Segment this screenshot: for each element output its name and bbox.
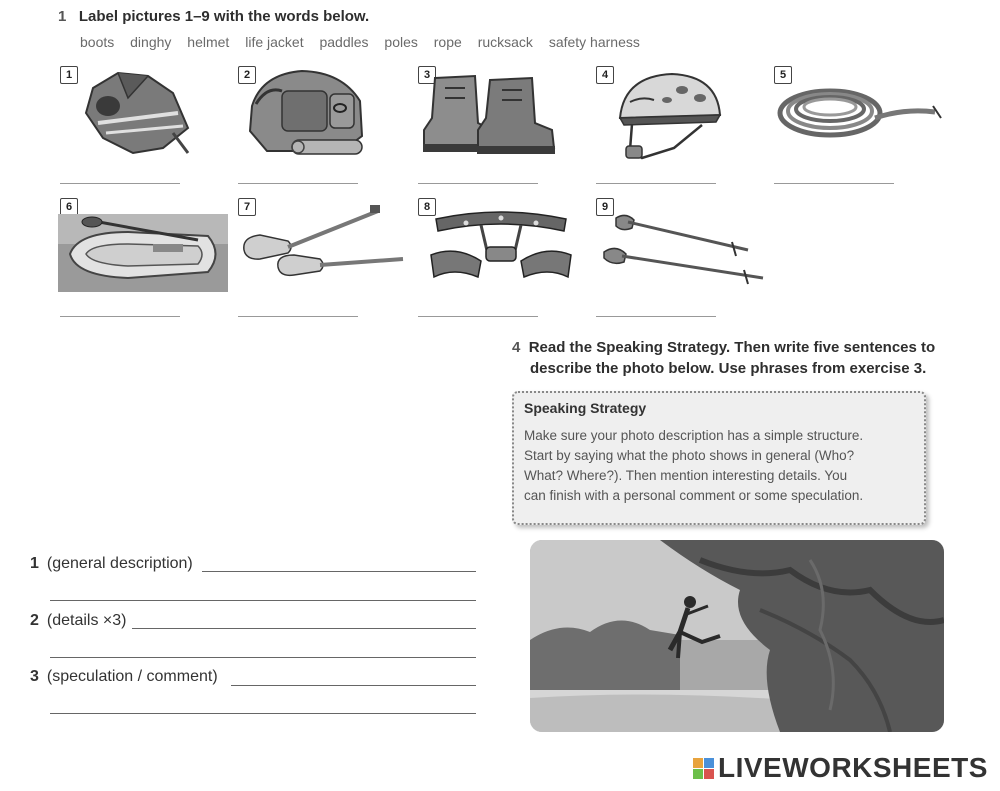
answer-line-9[interactable] xyxy=(596,316,716,317)
speaking-strategy-text xyxy=(524,426,924,506)
prompt-number: 2 xyxy=(30,612,39,629)
answer-line-4[interactable] xyxy=(596,183,716,184)
word-bank-item: life jacket xyxy=(245,34,304,50)
exercise-1-heading xyxy=(58,8,369,25)
paddles-icon xyxy=(238,205,408,280)
boots-icon xyxy=(420,68,560,158)
strategy-line: Start by saying what the photo shows in general (Who? xyxy=(524,448,855,463)
writing-line[interactable] xyxy=(231,685,476,686)
strategy-line: What? Where?). Then mention interesting details. You xyxy=(524,468,848,483)
exercise-1-number: 1 xyxy=(58,8,67,25)
prompt-general-description xyxy=(30,555,193,573)
word-bank-item: boots xyxy=(80,34,115,50)
answer-line-2[interactable] xyxy=(238,183,358,184)
picture-number-badge: 3 xyxy=(418,66,436,84)
answer-line-5[interactable] xyxy=(774,183,894,184)
writing-line[interactable] xyxy=(50,657,476,658)
logo-squares-icon xyxy=(693,758,714,779)
word-bank-item: rope xyxy=(433,34,462,50)
exercise-4-instruction-line1: Read the Speaking Strategy. Then write five sentences to xyxy=(528,339,936,356)
prompt-details xyxy=(30,612,127,630)
dinghy-icon xyxy=(58,214,228,292)
word-bank-item: paddles xyxy=(319,34,369,50)
rope-icon xyxy=(775,78,945,148)
answer-line-8[interactable] xyxy=(418,316,538,317)
picture-number-badge: 7 xyxy=(238,198,256,216)
answer-line-6[interactable] xyxy=(60,316,180,317)
picture-number-badge: 5 xyxy=(774,66,792,84)
writing-line[interactable] xyxy=(132,628,476,629)
writing-line[interactable] xyxy=(50,713,476,714)
prompt-label: (details ×3) xyxy=(46,612,127,629)
exercise-4-instruction-line2: describe the photo below. Use phrases from exercise 3. xyxy=(530,360,927,377)
word-bank-item: dinghy xyxy=(130,34,172,50)
word-bank-item: safety harness xyxy=(548,34,640,50)
word-bank-item: poles xyxy=(384,34,418,50)
strategy-line: Make sure your photo description has a simple structure. xyxy=(524,428,864,443)
picture-number-badge: 1 xyxy=(60,66,78,84)
word-bank-item: helmet xyxy=(187,34,230,50)
picture-number-badge: 8 xyxy=(418,198,436,216)
exercise-4-heading xyxy=(512,339,935,356)
prompt-speculation xyxy=(30,668,218,686)
liveworksheets-logo xyxy=(693,752,988,784)
climber-on-cliff-image xyxy=(530,540,944,732)
picture-number-badge: 9 xyxy=(596,198,614,216)
life-jacket-icon xyxy=(78,68,198,158)
climbing-photo xyxy=(530,540,944,732)
exercise-1-instruction: Label pictures 1–9 with the words below. xyxy=(78,8,370,25)
prompt-label: (speculation / comment) xyxy=(46,668,218,685)
writing-line[interactable] xyxy=(202,571,476,572)
writing-line[interactable] xyxy=(50,600,476,601)
exercise-4-number: 4 xyxy=(512,339,521,356)
picture-number-badge: 2 xyxy=(238,66,256,84)
strategy-line: can finish with a personal comment or some speculation. xyxy=(524,488,864,503)
prompt-number: 3 xyxy=(30,668,39,685)
picture-number-badge: 6 xyxy=(60,198,78,216)
speaking-strategy-title: Speaking Strategy xyxy=(524,400,647,416)
answer-line-3[interactable] xyxy=(418,183,538,184)
poles-icon xyxy=(598,210,768,285)
answer-line-1[interactable] xyxy=(60,183,180,184)
picture-number-badge: 4 xyxy=(596,66,614,84)
logo-text: LIVEWORKSHEETS xyxy=(718,752,988,783)
rucksack-icon xyxy=(242,66,370,158)
word-bank-item: rucksack xyxy=(477,34,533,50)
prompt-label: (general description) xyxy=(46,555,193,572)
word-bank xyxy=(80,34,652,50)
safety-harness-icon xyxy=(426,205,576,287)
answer-line-7[interactable] xyxy=(238,316,358,317)
prompt-number: 1 xyxy=(30,555,39,572)
helmet-icon xyxy=(612,70,727,162)
